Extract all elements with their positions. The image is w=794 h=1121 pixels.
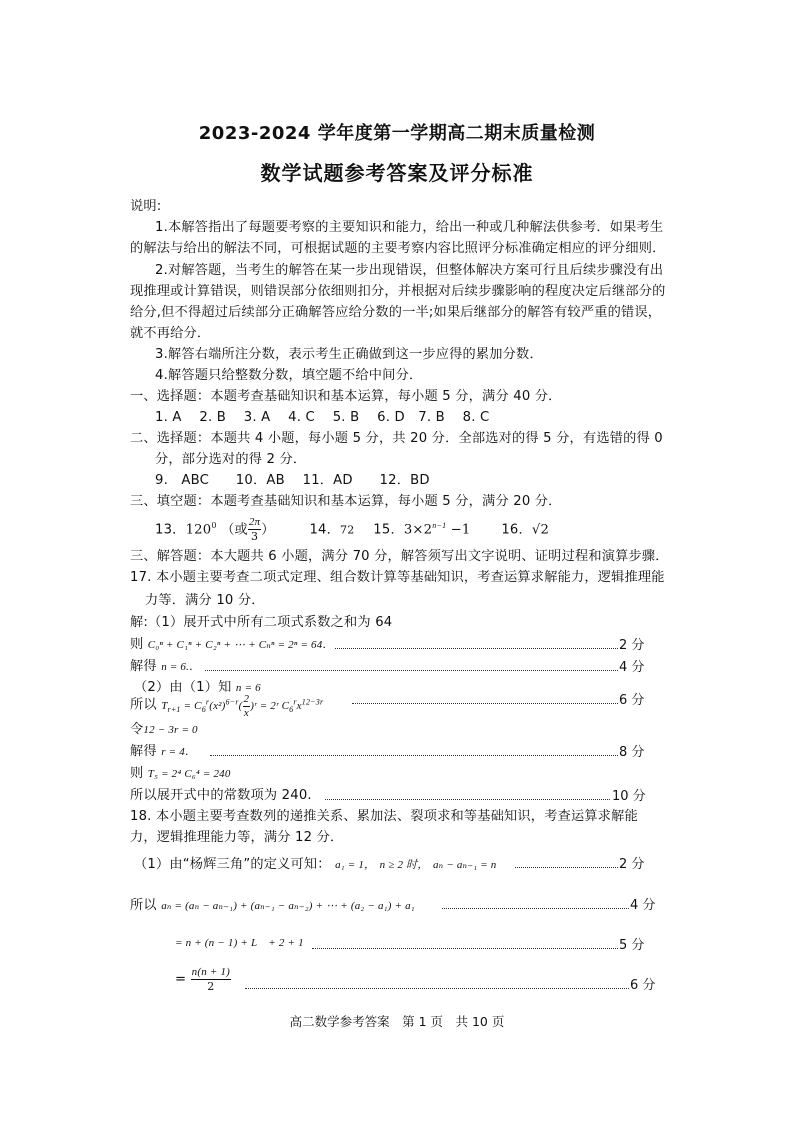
q13-alt-prefix: （或 — [221, 522, 248, 538]
q16-label: 16． — [501, 522, 532, 538]
p17-step-6: 令12 − 3r = 0 — [130, 722, 198, 737]
q13-label: 13． — [155, 522, 186, 538]
p18-step-2-score: 4 分 — [630, 898, 656, 913]
p17-step-2-math: C₀ⁿ + C₁ⁿ + C₂ⁿ + ⋯ + Cₙⁿ = 2ⁿ = 64． — [147, 639, 334, 651]
p17-step-8: 则 T₅ = 2⁴ C₆⁴ = 240 — [130, 766, 231, 781]
section-2-heading-b: 分，部分选对的得 2 分． — [155, 452, 307, 467]
p18-step-3: = n + (n − 1) + L + 2 + 1 — [175, 937, 304, 949]
p17-step-5-score: 6 分 — [619, 693, 645, 708]
q13-alt-suffix: ） — [261, 522, 275, 538]
p18-step-2: 所以 aₙ = (aₙ − aₙ₋₁) + (aₙ₋₁ − aₙ₋₂) + ⋯ + (a₂ − a₁) + a₁ — [130, 898, 415, 913]
p17-step-3-score: 4 分 — [619, 660, 645, 675]
section-3-heading: 三、填空题：本题考查基础知识和基本运算，每小题 5 分，满分 20 分． — [130, 494, 562, 509]
document-title: 2023-2024 学年度第一学期高二期末质量检测 — [198, 123, 596, 144]
problem-18-intro-b: 力，逻辑推理能力等，满分 12 分． — [130, 830, 344, 845]
leader-dots — [245, 988, 629, 989]
q13-value: 120 — [185, 522, 212, 538]
section-2-heading-a: 二、选择题：本题共 4 小题，每小题 5 分，共 20 分．全部选对的得 5 分，有选错的得 0 — [130, 431, 663, 446]
note-4: 4.解答题只给整数分数，填空题不给中间分． — [155, 368, 423, 383]
note-2-line-c: 给分,但不得超过后续部分正确解答应给分数的一半;如果后继部分的解答有较严重的错误， — [130, 305, 662, 320]
section-2-answers: 9. ABC 10．AB 11．AD 12．BD — [155, 473, 430, 488]
p18-step-1: （1）由“杨辉三角”的定义可知： a₁ = 1， n ≥ 2 时， aₙ − aₙ₋₁ = n — [134, 857, 497, 872]
section-4-heading: 三、解答题：本大题共 6 小题，满分 70 分，解答须写出文字说明、证明过程和演算步骤． — [130, 549, 669, 564]
problem-17-intro-a: 17. 本小题主要考查二项式定理、组合数计算等基础知识，考查运算求解能力，逻辑推理能 — [130, 570, 665, 585]
problem-18-intro-a: 18. 本小题主要考查数列的递推关系、累加法、裂项求和等基础知识，考查运算求解能 — [130, 809, 638, 824]
notes-heading: 说明: — [130, 199, 162, 214]
q14-value: 72 — [340, 523, 355, 537]
leader-dots — [352, 703, 618, 704]
section-1-answers: 1. A 2. B 3. A 4. C 5. B 6. D 7. B 8. C — [155, 410, 490, 425]
note-2-line-d: 就不再给分． — [130, 326, 211, 341]
note-2-line-b: 现推理或计算错误，则错误部分依细则扣分，并根据对后续步骤影响的程度决定后继部分的 — [130, 284, 666, 299]
p17-step-2: 则 C₀ⁿ + C₁ⁿ + C₂ⁿ + ⋯ + Cₙⁿ = 2ⁿ = 64． — [130, 637, 334, 652]
fill-in-answers: 13．$120^0$ （或 $\frac{2\pi}{3}$ ） 14．72 15．$3\times 2^{n-1} -1$ 16．√2 — [155, 516, 550, 543]
p18-step-4: = $\frac{n(n + 1)}{2}$ — [175, 965, 231, 993]
leader-dots — [325, 799, 610, 800]
p18-fraction: $\frac{n(n + 1)}{2}$ — [191, 965, 231, 993]
p17-step-4: （2）由（1）知 n = 6 — [134, 680, 261, 695]
p17-step-9-score: 10 分 — [612, 789, 646, 804]
leader-dots — [442, 908, 629, 909]
p18-step-3-score: 5 分 — [619, 938, 645, 953]
q14-label: 14． — [309, 522, 341, 538]
leader-dots — [210, 755, 618, 756]
p17-step-1: 解:（1）展开式中所有二项式系数之和为 64 — [130, 615, 393, 630]
p17-fraction: $\frac{2}{x}$ — [243, 692, 250, 719]
leader-dots — [312, 948, 618, 949]
leader-dots — [515, 867, 618, 868]
q15-value: 3×2 — [403, 522, 433, 538]
p18-step-1-score: 2 分 — [619, 857, 645, 872]
section-1-heading: 一、选择题：本题考查基础知识和基本运算，每小题 5 分，满分 40 分． — [130, 389, 562, 404]
note-1-line-a: 1.本解答指出了每题要考察的主要知识和能力，给出一种或几种解法供参考．如果考生 — [155, 220, 664, 235]
q16-value: √2 — [531, 522, 550, 538]
leader-dots — [205, 670, 618, 671]
note-2-line-a: 2.对解答题，当考生的解答在某一步出现错误，但整体解决方案可行且后续步骤没有出 — [155, 263, 664, 278]
document-subtitle: 数学试题参考答案及评分标准 — [260, 161, 534, 185]
p17-step-9: 所以展开式中的常数项为 240. — [130, 788, 312, 803]
p17-step-7: 解得 r = 4． — [130, 744, 197, 759]
p17-step-5: 所以 $T_{r+1} = C_6^r(x^2)^{6-r}$( $\frac{2}{x}$ )ʳ = 2ʳ $C_6^rx^{12-3r}$ — [130, 692, 324, 719]
problem-17-intro-b: 力等．满分 10 分． — [145, 593, 265, 608]
page-footer: 高二数学参考答案 第 1 页 共 10 页 — [289, 1014, 505, 1029]
q13-fraction: $\frac{2\pi}{3}$ — [248, 516, 261, 543]
p18-step-4-score: 6 分 — [630, 978, 656, 993]
p17-step-7-score: 8 分 — [619, 745, 645, 760]
p17-step-2-score: 2 分 — [619, 638, 645, 653]
note-1-line-b: 的解法与给出的解法不同，可根据试题的主要考察内容比照评分标准确定相应的评分细则． — [130, 241, 666, 256]
leader-dots — [335, 648, 618, 649]
p17-step-3: 解得 n = 6.． — [130, 659, 201, 674]
note-3: 3.解答右端所注分数，表示考生正确做到这一步应得的累加分数． — [155, 347, 543, 362]
q15-label: 15． — [373, 522, 404, 538]
